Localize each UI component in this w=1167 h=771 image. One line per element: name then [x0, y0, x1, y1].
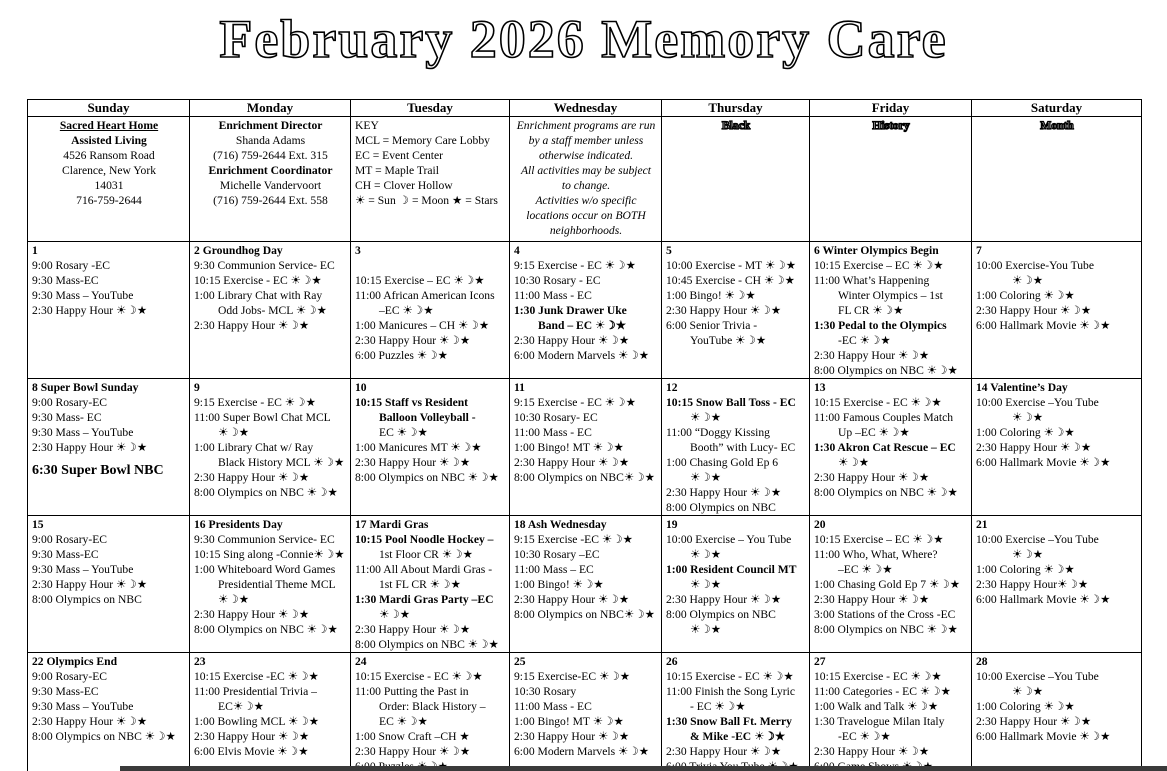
weekday-header: Saturday: [972, 100, 1142, 117]
activity-item: ☀☽★: [379, 608, 411, 621]
activity-item: 11:00 Presidential Trivia –: [194, 685, 317, 698]
activity-item: 2:30 Happy Hour ☀☽★: [194, 608, 310, 621]
activity-item: ☀☽★: [690, 548, 722, 561]
activity-item: 10:15 Exercise - EC ☀☽★: [194, 274, 322, 287]
activity-item: 1:00 Bingo! ☀☽★: [666, 289, 756, 302]
day-number: 10: [355, 381, 367, 394]
activity-item: 9:15 Exercise - EC ☀☽★: [194, 396, 316, 409]
activity-item: YouTube ☀☽★: [690, 334, 767, 347]
activity-item: 10:00 Exercise-You Tube: [976, 259, 1094, 272]
day-cell: [810, 653, 972, 771]
key-line: EC = Event Center: [355, 149, 443, 162]
activity-item: 10:30 Rosary –EC: [514, 548, 600, 561]
day-number: 5: [666, 244, 672, 257]
weekday-header: Monday: [190, 100, 351, 117]
activity-item: ☀☽★: [1012, 274, 1044, 287]
activity-item: 8:00 Olympics on NBC: [666, 501, 776, 514]
day-number: 14 Valentine’s Day: [976, 381, 1068, 394]
day-number: 13: [814, 381, 826, 394]
day-cell: [972, 379, 1142, 516]
activity-item: –EC ☀☽★: [838, 563, 893, 576]
activity-item: 2:30 Happy Hour ☀☽★: [514, 456, 630, 469]
activity-item: -EC ☀☽★: [838, 730, 891, 743]
activity-item: FL CR ☀☽★: [838, 304, 904, 317]
activity-item: 9:30 Mass- EC: [32, 411, 102, 424]
weekday-header: Thursday: [662, 100, 810, 117]
day-number: 27: [814, 655, 826, 668]
activity-item: 1:30 Pedal to the Olympics: [814, 319, 947, 332]
activity-item: Order: Black History –: [379, 700, 486, 713]
activity-item: & Mike -EC ☀☽★: [690, 730, 786, 743]
activity-item: 11:00 Who, What, Where?: [814, 548, 938, 561]
activity-item: 2:30 Happy Hour☀☽★: [976, 578, 1089, 591]
activity-item: 2:30 Happy Hour ☀☽★: [814, 349, 930, 362]
activity-item: 11:00 Mass - EC: [514, 426, 592, 439]
activity-item: 1:00 Coloring ☀☽★: [976, 563, 1075, 576]
activity-item: 11:00 All About Mardi Gras -: [355, 563, 493, 576]
activity-item: 6:00 Puzzles ☀☽★: [355, 349, 449, 362]
activity-item: 1:00 Bingo! ☀☽★: [514, 578, 604, 591]
activity-item: 1:00 Coloring ☀☽★: [976, 426, 1075, 439]
day-number: 23: [194, 655, 206, 668]
enrichment-line: Enrichment Director: [218, 119, 323, 132]
day-cell: [28, 516, 190, 653]
day-number: 16 Presidents Day: [194, 518, 283, 531]
activity-item: 2:30 Happy Hour ☀☽★: [666, 593, 782, 606]
activity-item: 10:00 Exercise –You Tube: [976, 533, 1099, 546]
activity-item: 9:00 Rosary -EC: [32, 259, 110, 272]
activity-item: 2:30 Happy Hour ☀☽★: [666, 745, 782, 758]
day-cell: [28, 242, 190, 379]
activity-item: 1:00 Chasing Gold Ep 6: [666, 456, 779, 469]
activity-item: 11:00 Categories - EC ☀☽★: [814, 685, 952, 698]
activity-item: 2:30 Happy Hour ☀☽★: [355, 623, 471, 636]
key-line: MCL = Memory Care Lobby: [355, 134, 490, 147]
activity-item: 1:30 Akron Cat Rescue – EC: [814, 441, 956, 454]
activity-item: 9:00 Rosary-EC: [32, 670, 108, 683]
activity-item: 9:30 Mass – YouTube: [32, 563, 134, 576]
day-number: 26: [666, 655, 678, 668]
activity-item: 6:00 Senior Trivia -: [666, 319, 758, 332]
activity-item: -EC ☀☽★: [838, 334, 891, 347]
activity-item: 2:30 Happy Hour ☀☽★: [814, 593, 930, 606]
activity-item: 6:00 Hallmark Movie ☀☽★: [976, 730, 1111, 743]
home-line: Assisted Living: [71, 134, 147, 147]
activity-item: 2:30 Happy Hour ☀☽★: [194, 471, 310, 484]
activity-item: 10:30 Rosary- EC: [514, 411, 598, 424]
activity-item: 10:00 Exercise –You Tube: [976, 396, 1099, 409]
activity-item: 11:00 Mass – EC: [514, 563, 594, 576]
activity-item: 8:00 Olympics on NBC: [32, 593, 142, 606]
day-number: 11: [514, 381, 525, 394]
activity-item: 1:00 Bingo! MT ☀☽★: [514, 715, 624, 728]
activity-item: 1:30 Travelogue Milan Italy: [814, 715, 945, 728]
activity-item: Band – EC ☀☽★: [538, 319, 627, 332]
key-line: MT = Maple Trail: [355, 164, 439, 177]
activity-item: 11:00 “Doggy Kissing: [666, 426, 770, 439]
activity-item: 6:00 Elvis Movie ☀☽★: [194, 745, 309, 758]
enrichment-contacts-cell: [190, 117, 351, 242]
activity-item: Presidential Theme MCL: [218, 578, 336, 591]
activity-item: 8:00 Olympics on NBC ☀☽★: [194, 623, 338, 636]
day-number: 12: [666, 381, 678, 394]
banner-month: Month: [972, 117, 1142, 242]
weekday-header: Friday: [810, 100, 972, 117]
week-row: [28, 379, 1142, 516]
bottom-scroll-strip: [120, 766, 1167, 771]
day-number: 17 Mardi Gras: [355, 518, 429, 531]
activity-item: 1:00 Walk and Talk ☀☽★: [814, 700, 939, 713]
note-line: by a staff member unless: [528, 134, 644, 147]
activity-item: 9:15 Exercise -EC ☀☽★: [514, 533, 634, 546]
activity-item: 9:00 Rosary-EC: [32, 533, 108, 546]
day-number: 19: [666, 518, 678, 531]
activity-item: 1:30 Junk Drawer Uke: [514, 304, 627, 317]
activity-item: 10:15 Exercise - EC ☀☽★: [814, 670, 942, 683]
day-cell: [972, 653, 1142, 771]
calendar-grid: [27, 99, 1142, 771]
activity-item: 1:00 Whiteboard Word Games: [194, 563, 336, 576]
note-line: Activities w/o specific: [535, 194, 637, 207]
week-row: [28, 516, 1142, 653]
activity-item: 6:00 Modern Marvels ☀☽★: [514, 349, 650, 362]
weekday-header-row: [28, 100, 1142, 117]
note-line: otherwise indicated.: [538, 149, 634, 162]
weekday-header: Wednesday: [510, 100, 662, 117]
note-line: neighborhoods.: [549, 224, 623, 237]
activity-item: 10:15 Exercise – EC ☀☽★: [814, 533, 944, 546]
home-name: Sacred Heart Home: [59, 119, 159, 132]
enrichment-line: Shanda Adams: [235, 134, 306, 147]
activity-item: 1:00 Library Chat with Ray: [194, 289, 323, 302]
day-cell: [28, 379, 190, 516]
activity-item: 8:00 Olympics on NBC ☀☽★: [814, 623, 958, 636]
activity-item: Winter Olympics – 1st: [838, 289, 943, 302]
day-cell: [972, 516, 1142, 653]
day-cell: [662, 379, 810, 516]
activity-item: 10:15 Exercise - EC ☀☽★: [666, 670, 794, 683]
activity-item: 1:30 Mardi Gras Party –EC: [355, 593, 494, 606]
activity-item: ☀☽★: [218, 426, 250, 439]
day-number: 22 Olympics End: [32, 655, 118, 668]
activity-item: 9:30 Mass – YouTube: [32, 289, 134, 302]
activity-item: 8:00 Olympics on NBC☀☽★: [514, 471, 656, 484]
day-cell: [351, 242, 510, 379]
key-line: CH = Clover Hollow: [355, 179, 453, 192]
activity-item: 1:00 Bingo! MT ☀☽★: [514, 441, 624, 454]
activity-item: 9:30 Mass-EC: [32, 685, 99, 698]
banner-history: History: [810, 117, 972, 242]
day-number: 4: [514, 244, 520, 257]
activity-item: 1:00 Bowling MCL ☀☽★: [194, 715, 320, 728]
activity-item: 10:00 Exercise –You Tube: [976, 670, 1099, 683]
activity-item: 11:00 What’s Happening: [814, 274, 930, 287]
activity-item: 10:15 Exercise - EC ☀☽★: [814, 396, 942, 409]
activity-item: ☀☽★: [690, 471, 722, 484]
activity-item: 2:30 Happy Hour ☀☽★: [976, 715, 1092, 728]
home-line: 4526 Ransom Road: [63, 149, 155, 162]
activity-item: 11:00 Mass - EC: [514, 700, 592, 713]
activity-item: Up –EC ☀☽★: [838, 426, 910, 439]
day-cell: [810, 242, 972, 379]
activity-item: 2:30 Happy Hour ☀☽★: [976, 304, 1092, 317]
activity-item: 9:15 Exercise - EC ☀☽★: [514, 259, 636, 272]
activity-item: ☀☽★: [1012, 411, 1044, 424]
activity-item: 10:30 Rosary - EC: [514, 274, 601, 287]
activity-item: 10:15 Sing along -Connie☀☽★: [194, 548, 345, 561]
day-cell: [351, 379, 510, 516]
activity-item: 8:00 Olympics on NBC ☀☽★: [814, 486, 958, 499]
activity-item: - EC ☀☽★: [690, 700, 746, 713]
activity-item: 10:15 Staff vs Resident: [355, 396, 469, 409]
activity-item: 8:00 Olympics on NBC ☀☽★: [355, 471, 499, 484]
day-number: 25: [514, 655, 526, 668]
activity-item: 11:00 Super Bowl Chat MCL: [194, 411, 331, 424]
activity-item: 6:00 Hallmark Movie ☀☽★: [976, 319, 1111, 332]
activity-item: 9:30 Communion Service- EC: [194, 259, 335, 272]
day-cell: [972, 242, 1142, 379]
activity-item: 1:00 Coloring ☀☽★: [976, 700, 1075, 713]
activity-item: 2:30 Happy Hour ☀☽★: [355, 456, 471, 469]
activity-item: 1:30 Snow Ball Ft. Merry: [666, 715, 792, 728]
day-cell: [662, 653, 810, 771]
activity-item: 1:00 Manicures – CH ☀☽★: [355, 319, 490, 332]
activity-item: 9:15 Exercise - EC ☀☽★: [514, 396, 636, 409]
activity-item: 11:00 Famous Couples Match: [814, 411, 954, 424]
enrichment-line: (716) 759-2644 Ext. 315: [213, 149, 328, 162]
activity-item: 8:00 Olympics on NBC ☀☽★: [355, 638, 499, 651]
activity-item: 8:00 Olympics on NBC: [666, 608, 776, 621]
activity-item: ☀☽★: [690, 578, 722, 591]
note-line: All activities may be subject: [520, 164, 652, 177]
day-number: 3: [355, 244, 361, 257]
activity-item: 2:30 Happy Hour ☀☽★: [194, 319, 310, 332]
activity-item: 10:00 Exercise – You Tube: [666, 533, 792, 546]
activity-item: 11:00 Putting the Past in: [355, 685, 469, 698]
day-number: 20: [814, 518, 826, 531]
activity-item: 1:00 Manicures MT ☀☽★: [355, 441, 482, 454]
activity-item: 8:00 Olympics on NBC☀☽★: [514, 608, 656, 621]
activity-item: 9:30 Mass – YouTube: [32, 700, 134, 713]
program-note-cell: [510, 117, 662, 242]
day-cell: [190, 516, 351, 653]
activity-item: 6:00 Hallmark Movie ☀☽★: [976, 456, 1111, 469]
activity-item: 11:00 Finish the Song Lyric: [666, 685, 796, 698]
activity-item: 9:15 Exercise-EC ☀☽★: [514, 670, 631, 683]
home-info-cell: [28, 117, 190, 242]
note-line: to change.: [561, 179, 611, 192]
page-title: February 2026 Memory Care: [219, 9, 948, 69]
day-cell: [510, 379, 662, 516]
activity-item: 2:30 Happy Hour ☀☽★: [666, 486, 782, 499]
activity-item: ☀☽★: [1012, 548, 1044, 561]
activity-item: 2:30 Happy Hour ☀☽★: [814, 471, 930, 484]
activity-item: 1:00 Snow Craft –CH ★: [355, 730, 470, 743]
day-number: 6 Winter Olympics Begin: [814, 244, 939, 257]
activity-item: EC ☀☽★: [379, 426, 428, 439]
activity-item: 6:00 Hallmark Movie ☀☽★: [976, 593, 1111, 606]
activity-item: 2:30 Happy Hour ☀☽★: [514, 730, 630, 743]
info-row: [28, 117, 1142, 242]
activity-item: 9:30 Communion Service- EC: [194, 533, 335, 546]
activity-item: [355, 258, 506, 273]
day-number: 9: [194, 381, 200, 394]
activity-item: 1:00 Coloring ☀☽★: [976, 289, 1075, 302]
key-legend-cell: [351, 117, 510, 242]
activity-item: EC☀☽★: [218, 700, 264, 713]
activity-item: –EC ☀☽★: [379, 304, 434, 317]
day-number: 7: [976, 244, 982, 257]
day-cell: [351, 653, 510, 771]
activity-item: Balloon Volleyball -: [379, 411, 476, 424]
activity-item: ☀☽★: [690, 623, 722, 636]
key-line: KEY: [355, 119, 379, 132]
activity-item: 8:00 Olympics on NBC ☀☽★: [814, 364, 958, 377]
activity-item: 2:30 Happy Hour ☀☽★: [514, 334, 630, 347]
weekday-header: Sunday: [28, 100, 190, 117]
activity-item: 1st Floor CR ☀☽★: [379, 548, 473, 561]
activity-item: 1st FL CR ☀☽★: [379, 578, 461, 591]
day-cell: [810, 516, 972, 653]
activity-item: 10:30 Rosary: [514, 685, 577, 698]
day-cell: [662, 242, 810, 379]
activity-item: 8:00 Olympics on NBC ☀☽★: [194, 486, 338, 499]
activity-item: 11:00 Mass - EC: [514, 289, 592, 302]
activity-item: 6:30 Super Bowl NBC: [32, 463, 164, 478]
activity-item: 2:30 Happy Hour ☀☽★: [976, 441, 1092, 454]
activity-item: 1:00 Chasing Gold Ep 7 ☀☽★: [814, 578, 961, 591]
activity-item: 9:30 Mass-EC: [32, 548, 99, 561]
activity-item: 2:30 Happy Hour ☀☽★: [355, 745, 471, 758]
activity-item: 9:30 Mass – YouTube: [32, 426, 134, 439]
activity-item: 1:00 Resident Council MT: [666, 563, 797, 576]
activity-item: 2:30 Happy Hour ☀☽★: [32, 304, 148, 317]
activity-item: ☀☽★: [1012, 685, 1044, 698]
activity-item: 2:30 Happy Hour ☀☽★: [32, 578, 148, 591]
home-line: Clarence, New York: [61, 164, 157, 177]
day-number: 1: [32, 244, 38, 257]
activity-item: 10:15 Exercise - EC ☀☽★: [355, 670, 483, 683]
activity-item: 9:00 Rosary-EC: [32, 396, 108, 409]
day-cell: [510, 653, 662, 771]
activity-item: 2:30 Happy Hour ☀☽★: [32, 715, 148, 728]
enrichment-line: Michelle Vandervoort: [219, 179, 322, 192]
activity-item: Booth” with Lucy- EC: [690, 441, 796, 454]
note-line: Enrichment programs are run: [516, 119, 656, 132]
activity-item: 10:15 Pool Noodle Hockey –: [355, 533, 494, 546]
enrichment-line: (716) 759-2644 Ext. 558: [213, 194, 328, 207]
activity-item: 10:15 Exercise – EC ☀☽★: [355, 274, 485, 287]
day-number: 24: [355, 655, 367, 668]
week-row: [28, 242, 1142, 379]
activity-item: 2:30 Happy Hour ☀☽★: [514, 593, 630, 606]
home-line: 716-759-2644: [76, 194, 142, 207]
activity-item: 1:00 Library Chat w/ Ray: [194, 441, 314, 454]
day-number: 21: [976, 518, 988, 531]
activity-item: 2:30 Happy Hour ☀☽★: [814, 745, 930, 758]
day-cell: [28, 653, 190, 771]
day-cell: [190, 379, 351, 516]
activity-item: 9:30 Mass-EC: [32, 274, 99, 287]
home-line: 14031: [94, 179, 124, 192]
enrichment-line: Enrichment Coordinator: [208, 164, 333, 177]
activity-item: Black History MCL ☀☽★: [218, 456, 345, 469]
activity-item: 6:00 Modern Marvels ☀☽★: [514, 745, 650, 758]
activity-item: 10:45 Exercise - CH ☀☽★: [666, 274, 796, 287]
activity-item: Odd Jobs- MCL ☀☽★: [218, 304, 328, 317]
day-cell: [190, 653, 351, 771]
activity-item: ☀☽★: [838, 456, 870, 469]
day-cell: [510, 516, 662, 653]
activity-item: 11:00 African American Icons: [355, 289, 495, 302]
activity-item: 10:00 Exercise - MT ☀☽★: [666, 259, 797, 272]
activity-item: 10:15 Exercise – EC ☀☽★: [814, 259, 944, 272]
activity-item: 8:00 Olympics on NBC ☀☽★: [32, 730, 176, 743]
week-row: [28, 653, 1142, 771]
day-cell: [190, 242, 351, 379]
day-number: 28: [976, 655, 988, 668]
weekday-header: Tuesday: [351, 100, 510, 117]
day-number: 2 Groundhog Day: [194, 244, 283, 257]
day-cell: [662, 516, 810, 653]
key-line: ☀ = Sun ☽ = Moon ★ = Stars: [355, 194, 498, 207]
day-number: 15: [32, 518, 44, 531]
day-number: 18 Ash Wednesday: [514, 518, 607, 531]
day-cell: [810, 379, 972, 516]
activity-item: 10:15 Snow Ball Toss - EC: [666, 396, 796, 409]
banner-black: Black: [662, 117, 810, 242]
activity-item: 2:30 Happy Hour ☀☽★: [194, 730, 310, 743]
activity-item: 3:00 Stations of the Cross -EC: [814, 608, 956, 621]
activity-item: ☀☽★: [690, 411, 722, 424]
day-number: 8 Super Bowl Sunday: [32, 381, 139, 394]
day-cell: [351, 516, 510, 653]
activity-item: 2:30 Happy Hour ☀☽★: [666, 304, 782, 317]
day-cell: [510, 242, 662, 379]
activity-item: 2:30 Happy Hour ☀☽★: [355, 334, 471, 347]
activity-item: EC ☀☽★: [379, 715, 428, 728]
note-line: locations occur on BOTH: [526, 209, 646, 222]
activity-item: ☀☽★: [218, 593, 250, 606]
activity-item: 10:15 Exercise -EC ☀☽★: [194, 670, 319, 683]
activity-item: 2:30 Happy Hour ☀☽★: [32, 441, 148, 454]
